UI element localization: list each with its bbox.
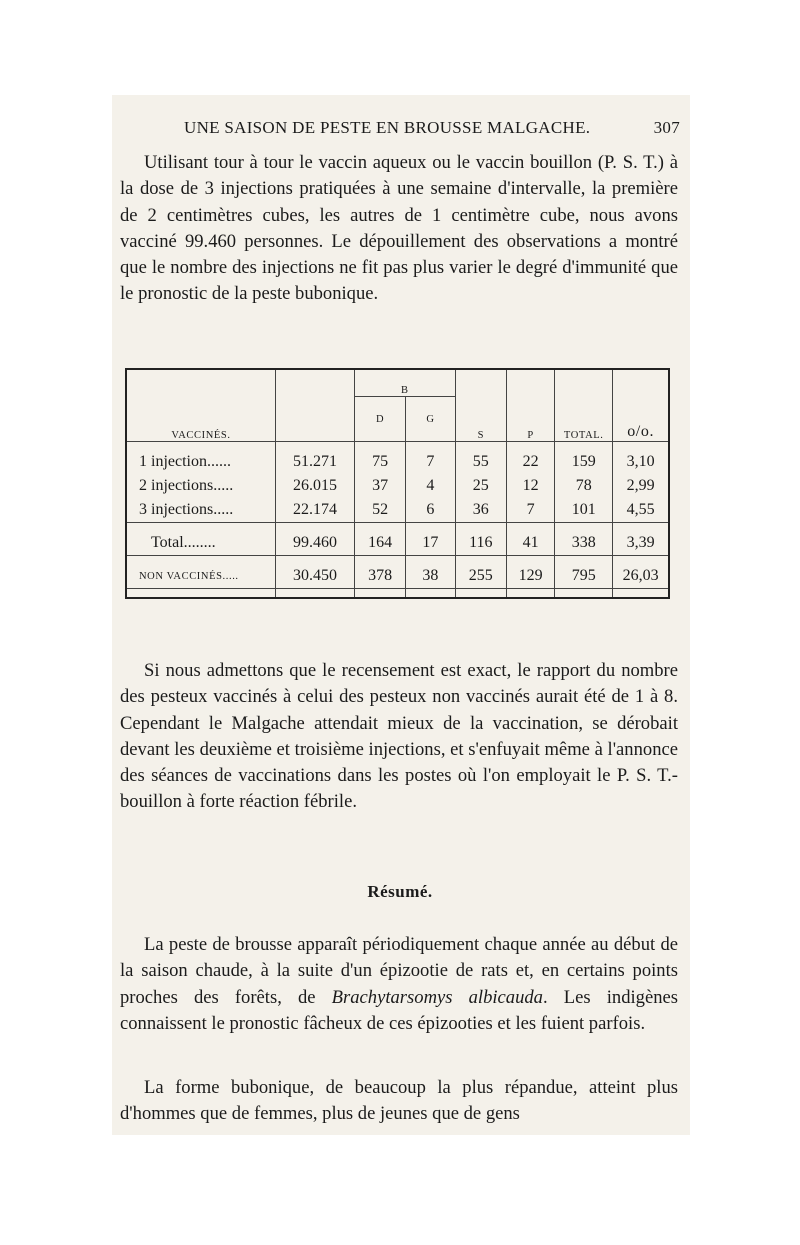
header-d: D xyxy=(354,397,405,442)
cell-p: 7 xyxy=(506,498,554,523)
paragraph-text xyxy=(120,932,678,1037)
header-total: TOTAL. xyxy=(555,369,613,442)
row-label: 3 injections..... xyxy=(139,501,234,518)
cell-g: 7 xyxy=(406,450,455,474)
separator-row xyxy=(126,556,669,565)
cell-s: 116 xyxy=(455,531,506,556)
cell-g: 17 xyxy=(406,531,455,556)
paragraph-ratio xyxy=(120,658,678,816)
cell-count: 51.271 xyxy=(275,450,354,474)
paragraph-text: La forme bubonique, de beaucoup la plus répandue, atteint plus d'hommes que de femmes, plus de jeunes que de gens xyxy=(120,1077,678,1125)
cell-d: 378 xyxy=(354,564,405,589)
header-p: P xyxy=(506,369,554,442)
cell-count: 99.460 xyxy=(275,531,354,556)
paragraph-vaccination xyxy=(120,150,678,308)
cell-total: 101 xyxy=(555,498,613,523)
vaccination-table xyxy=(125,368,670,599)
row-label: Total........ xyxy=(151,534,216,551)
paragraph-text: Utilisant tour à tour le vaccin aqueux ou le vaccin bouillon (P. S. T.) à la dose de 3 injections pratiquées à une semaine d'intervalle, la première de 2 centimètres cubes, les autres de 1 centimètre cube, nous avons vacciné 99.460 personnes. Le dépouillement des observations a montré que le nombre des injections ne fit pas plus varier le degré d'immunité que le pronostic de la peste bubonique. xyxy=(120,152,678,305)
header-vaccines: VACCINÉS. xyxy=(171,430,231,441)
table-header-row xyxy=(126,369,669,397)
cell-d: 37 xyxy=(354,474,405,498)
cell-total: 795 xyxy=(555,564,613,589)
cell-s: 36 xyxy=(455,498,506,523)
cell-percent: 4,55 xyxy=(613,498,669,523)
header-g: G xyxy=(406,397,455,442)
paragraph-text: Si nous admettons que le recensement est exact, le rapport du nombre des pesteux vaccinés à celui des pesteux non vaccinés aurait été de 1 à 8. Cependant le Malgache attendait mieux de la vaccination, se dérobait devant les deuxième et troisième injections, et s'enfuyait même à l'annonce des séances de vaccinations dans les postes où l'on employait le P. S. T.-bouillon à forte réaction fébrile. xyxy=(120,660,678,813)
cell-s: 25 xyxy=(455,474,506,498)
cell-p: 41 xyxy=(506,531,554,556)
table-row xyxy=(126,450,669,474)
header-count xyxy=(275,369,354,442)
cell-p: 12 xyxy=(506,474,554,498)
cell-total: 78 xyxy=(555,474,613,498)
running-header xyxy=(120,118,680,138)
header-s: S xyxy=(455,369,506,442)
cell-d: 75 xyxy=(354,450,405,474)
table-row xyxy=(126,474,669,498)
cell-g: 4 xyxy=(406,474,455,498)
cell-percent: 3,39 xyxy=(613,531,669,556)
cell-percent: 2,99 xyxy=(613,474,669,498)
page-number: 307 xyxy=(653,118,680,137)
row-label: NON VACCINÉS..... xyxy=(139,570,239,582)
header-title: UNE SAISON DE PESTE EN BROUSSE MALGACHE. xyxy=(184,118,591,137)
header-b: B xyxy=(354,369,455,397)
cell-d: 52 xyxy=(354,498,405,523)
cell-count: 30.450 xyxy=(275,564,354,589)
separator-row xyxy=(126,523,669,532)
species-name: Brachytarsomys albicauda xyxy=(331,986,543,1008)
separator-row xyxy=(126,589,669,599)
text-after: . Les indigènes connaissent le pronostic fâcheux de ces épizooties et les fuient parfois. xyxy=(120,986,678,1034)
header-percent: o/o. xyxy=(613,369,669,442)
cell-percent: 3,10 xyxy=(613,450,669,474)
nonvaccinated-row xyxy=(126,564,669,589)
table-row xyxy=(126,498,669,523)
cell-total: 338 xyxy=(555,531,613,556)
cell-count: 26.015 xyxy=(275,474,354,498)
cell-g: 38 xyxy=(406,564,455,589)
cell-p: 22 xyxy=(506,450,554,474)
paragraph-summary xyxy=(120,932,678,1037)
cell-percent: 26,03 xyxy=(613,564,669,589)
cell-total: 159 xyxy=(555,450,613,474)
cell-s: 255 xyxy=(455,564,506,589)
paragraph-bubonic xyxy=(120,1075,678,1128)
row-label: 1 injection...... xyxy=(139,453,231,470)
text-before: La peste de brousse apparaît périodiquement chaque année au début de la saison chaude, à la suite d'un épizootie de rats et, en certains points proches des forêts, de xyxy=(120,934,678,1008)
total-row xyxy=(126,531,669,556)
cell-d: 164 xyxy=(354,531,405,556)
resume-heading: Résumé. xyxy=(367,882,433,901)
cell-g: 6 xyxy=(406,498,455,523)
cell-s: 55 xyxy=(455,450,506,474)
cell-p: 129 xyxy=(506,564,554,589)
separator-row xyxy=(126,442,669,451)
row-label: 2 injections..... xyxy=(139,477,234,494)
cell-count: 22.174 xyxy=(275,498,354,523)
